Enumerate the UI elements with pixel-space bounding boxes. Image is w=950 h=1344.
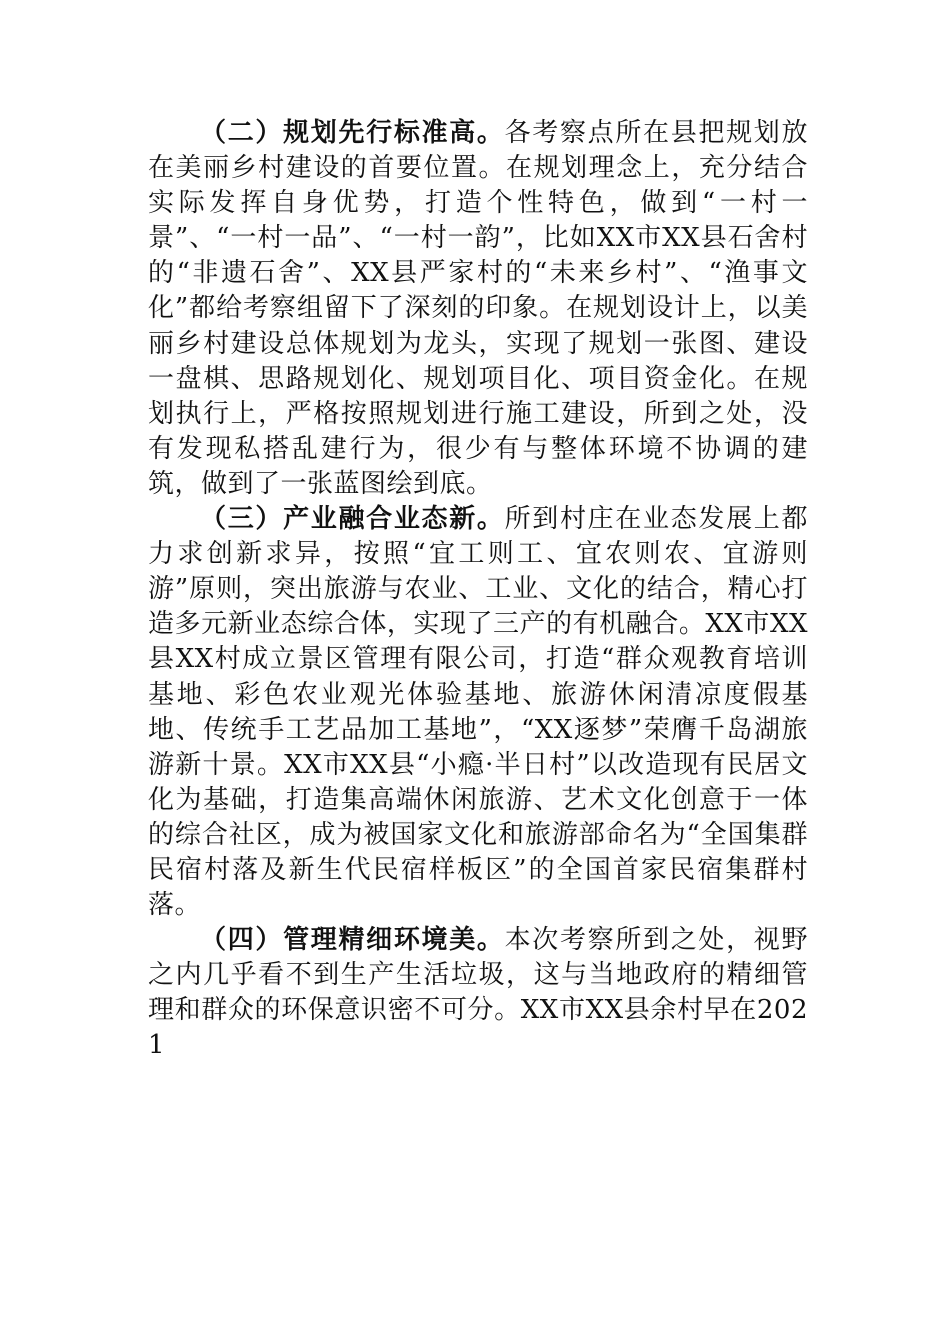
section-text-management: 本次考察所到之处，视野之内几乎看不到生产生活垃圾，这与当地政府的精细管理和群众的环保意识密不可分。XX市XX县余村早在2021 (148, 925, 808, 1061)
section-heading-management: （四）管理精细环境美。 (200, 925, 505, 956)
paragraph-planning (148, 116, 808, 502)
paragraph-management (148, 923, 808, 1063)
section-heading-planning: （二）规划先行标准高。 (200, 118, 505, 148)
section-text-industry: 所到村庄在业态发展上都力求创新求异，按照“宜工则工、宜农则农、宜游则游”原则，突出旅游与农业、工业、文化的结合，精心打造多元新业态综合体，实现了三产的有机融合。XX市XX县XX村成立景区管理有限公司，打造“群众观教育培训基地、彩色农业观光体验基地、旅游休闲清凉度假基地、传统手工艺品加工基地”，“XX逐梦”荣膺千岛湖旅游新十景。XX市XX县“小瘾·半日村”以改造现有民居文化为基础，打造集高端休闲旅游、艺术文化创意于一体的综合社区，成为被国家文化和旅游部命名为“全国集群民宿村落及新生代民宿样板区”的全国首家民宿集群村落。 (148, 504, 808, 921)
section-text-planning: 各考察点所在县把规划放在美丽乡村建设的首要位置。在规划理念上，充分结合实际发挥自身优势，打造个性特色，做到“一村一景”、“一村一品”、“一村一韵”，比如XX市XX县石舍村的“非遗石舍”、XX县严家村的“未来乡村”、“渔事文化”都给考察组留下了深刻的印象。在规划设计上，以美丽乡村建设总体规划为龙头，实现了规划一张图、建设一盘棋、思路规划化、规划项目化、项目资金化。在规划执行上，严格按照规划进行施工建设，所到之处，没有发现私搭乱建行为，很少有与整体环境不协调的建筑，做到了一张蓝图绘到底。 (148, 118, 808, 499)
document-body (148, 116, 808, 1064)
section-heading-industry: （三）产业融合业态新。 (200, 504, 505, 535)
paragraph-industry (148, 502, 808, 923)
